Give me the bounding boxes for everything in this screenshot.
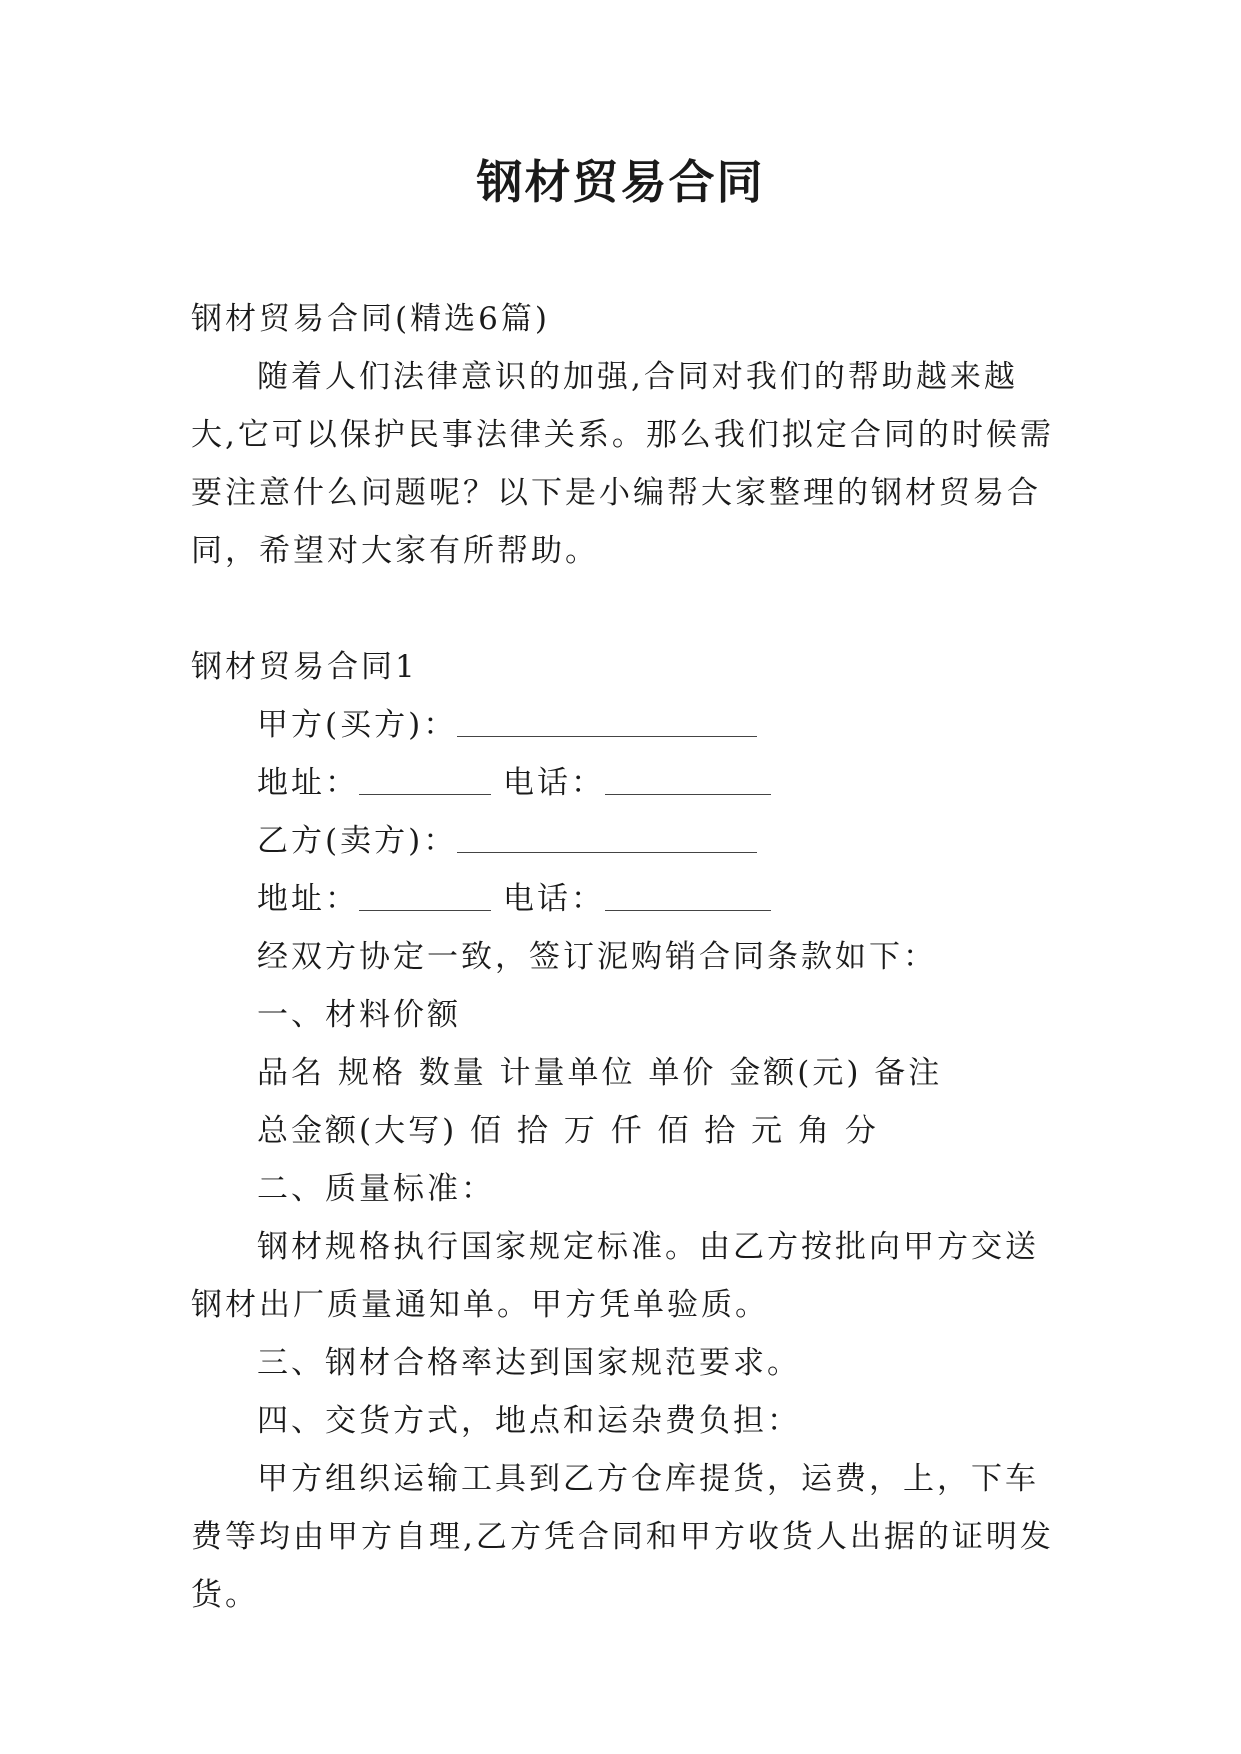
table-header-line: 品名 规格 数量 计量单位 单价 金额(元) 备注: [257, 1055, 943, 1091]
clause-2-heading: 二、质量标准：: [257, 1171, 495, 1207]
subtitle: 钢材贸易合同(精选6篇): [191, 301, 550, 337]
party-a-line: [191, 696, 1061, 754]
clause-3-text: 三、钢材合格率达到国家规范要求。: [257, 1345, 801, 1381]
total-amount-line: 总金额(大写) 佰 拾 万 仟 佰 拾 元 角 分: [257, 1113, 879, 1149]
paragraph-gap: [191, 580, 1061, 638]
party-b-address-blank: [359, 878, 491, 911]
section-heading-1: 钢材贸易合同1: [191, 649, 418, 685]
party-a-blank: [457, 704, 757, 737]
document-title: 钢材贸易合同: [476, 155, 765, 209]
party-a-phone-blank: [605, 762, 771, 795]
party-b-phone-blank: [605, 878, 771, 911]
party-b-blank: [457, 820, 757, 853]
party-b-address-label: 地址：: [257, 881, 359, 917]
party-b-line: [191, 812, 1061, 870]
intro-paragraph: 随着人们法律意识的加强,合同对我们的帮助越来越大,它可以保护民事法律关系。那么我们拟定合同的时候需要注意什么问题呢？以下是小编帮大家整理的钢材贸易合同，希望对大家有所帮助。: [191, 359, 1054, 569]
party-a-address-blank: [359, 762, 491, 795]
party-b-label: 乙方(卖方)：: [257, 823, 458, 859]
agreement-line: 经双方协定一致，签订泥购销合同条款如下：: [257, 939, 937, 975]
party-a-contact-line: [191, 754, 1061, 812]
party-a-phone-label: 电话：: [503, 765, 605, 801]
clause-2-text: 钢材规格执行国家规定标准。由乙方按批向甲方交送钢材出厂质量通知单。甲方凭单验质。: [191, 1229, 1039, 1323]
document-body: [191, 290, 1061, 1624]
party-b-contact-line: [191, 870, 1061, 928]
party-a-label: 甲方(买方)：: [257, 707, 458, 743]
clause-4-text: 甲方组织运输工具到乙方仓库提货，运费，上，下车费等均由甲方自理,乙方凭合同和甲方收货人出据的证明发货。: [191, 1461, 1054, 1613]
party-a-address-label: 地址：: [257, 765, 359, 801]
clause-1-heading: 一、材料价额: [257, 997, 461, 1033]
party-b-phone-label: 电话：: [503, 881, 605, 917]
clause-4-heading: 四、交货方式，地点和运杂费负担：: [257, 1403, 801, 1439]
